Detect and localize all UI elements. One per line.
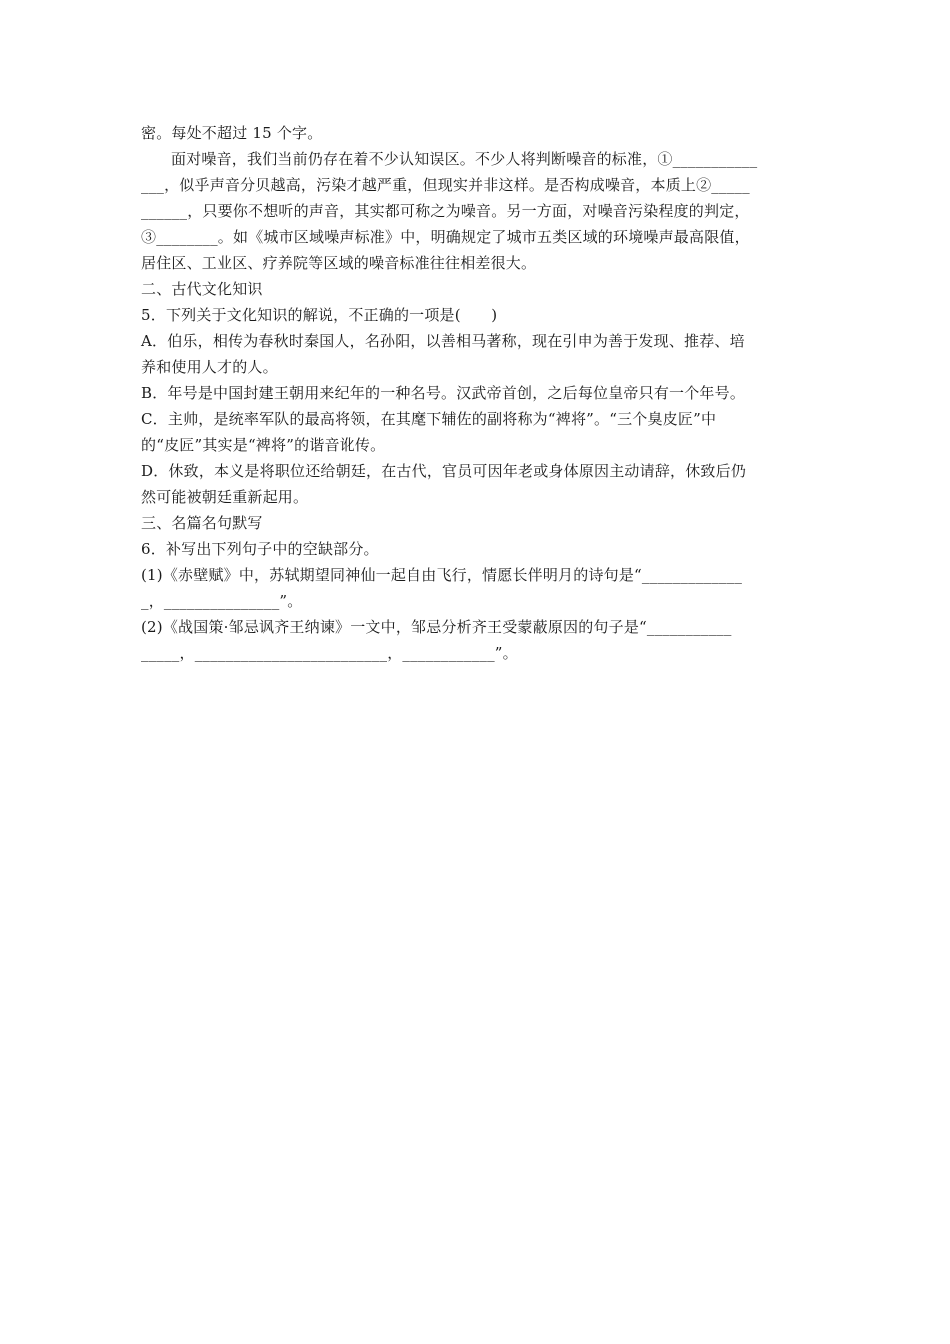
option-line: 然可能被朝廷重新起用。 <box>141 488 309 506</box>
paragraph-line: ___，似乎声音分贝越高，污染才越严重，但现实并非这样。是否构成噪音，本质上②_____ <box>141 176 750 194</box>
option-line: A．伯乐，相传为春秋时秦国人，名孙阳，以善相马著称，现在引申为善于发现、推荐、培 <box>141 332 745 350</box>
intro-tail-line: 密。每处不超过 15 个字。 <box>141 124 323 142</box>
question-stem: 5．下列关于文化知识的解说，不正确的一项是( ) <box>141 306 498 324</box>
section-heading: 三、名篇名句默写 <box>141 514 263 532</box>
document-page <box>141 120 813 666</box>
option-line: B．年号是中国封建王朝用来纪年的一种名号。汉武帝首创，之后每位皇帝只有一个年号。 <box>141 384 746 402</box>
option-line: D．休致，本义是将职位还给朝廷，在古代，官员可因年老或身体原因主动请辞，休致后仍 <box>141 462 747 480</box>
fill-in-line: (2)《战国策·邹忌讽齐王纳谏》一文中，邹忌分析齐王受蒙蔽原因的句子是“___________ <box>141 618 732 636</box>
option-line: C．主帅，是统率军队的最高将领，在其麾下辅佐的副将称为“裨将”。“三个臭皮匠”中 <box>141 410 717 428</box>
option-line: 的“皮匠”其实是“裨将”的谐音讹传。 <box>141 436 386 454</box>
fill-in-line: _____，_________________________，____________”。 <box>141 644 518 662</box>
paragraph-line: ______，只要你不想听的声音，其实都可称之为噪音。另一方面，对噪音污染程度的判定， <box>141 202 750 220</box>
section-heading: 二、古代文化知识 <box>141 280 263 298</box>
paragraph-line: ③________。如《城市区域噪声标准》中，明确规定了城市五类区域的环境噪声最高限值， <box>141 228 750 246</box>
paragraph-line: 面对噪音，我们当前仍存在着不少认知误区。不少人将判断噪音的标准，①___________ <box>171 150 758 168</box>
fill-in-line: (1)《赤壁赋》中，苏轼期望同神仙一起自由飞行，情愿长伴明月的诗句是“_____________ <box>141 566 743 584</box>
option-line: 养和使用人才的人。 <box>141 358 278 376</box>
fill-in-line: _，_______________”。 <box>141 592 303 610</box>
paragraph-line: 居住区、工业区、疗养院等区域的噪音标准往往相差很大。 <box>141 254 537 272</box>
question-stem: 6．补写出下列句子中的空缺部分。 <box>141 540 379 558</box>
